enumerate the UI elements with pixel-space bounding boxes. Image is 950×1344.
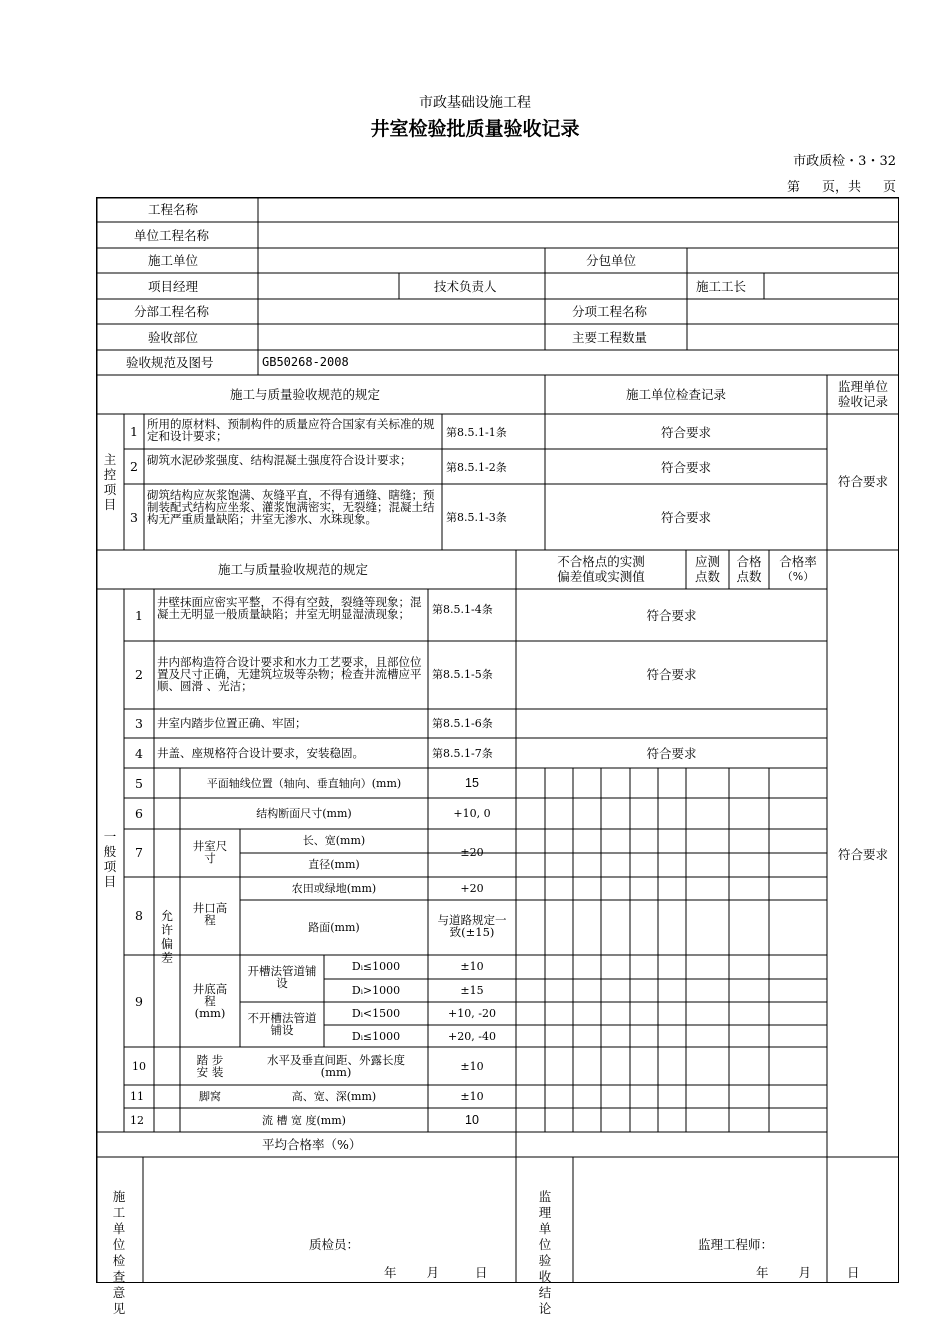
tol-group-label: 井口高程 bbox=[192, 901, 228, 927]
main-supervisor-result: 符合要求 bbox=[837, 474, 888, 489]
tol-condition: Dᵢ≤1000 bbox=[351, 960, 401, 973]
main-item-result: 符合要求 bbox=[660, 425, 711, 440]
main-item-result: 符合要求 bbox=[660, 510, 711, 525]
tol-row-value: 15 bbox=[465, 776, 479, 790]
foreman-label: 施工工长 bbox=[696, 279, 747, 294]
general-item-text: 井盖、座规格符合设计要求，安装稳固。 bbox=[157, 746, 364, 760]
tol-sub-value: 与道路规定一致(±15) bbox=[437, 913, 507, 939]
main-col-rules: 施工与质量验收规范的规定 bbox=[230, 387, 381, 402]
tol-method-label: 不开槽法管道铺设 bbox=[247, 1011, 317, 1037]
tol-sub-text: 直径(mm) bbox=[308, 858, 360, 871]
inspection-part-label: 验收部位 bbox=[148, 330, 199, 345]
tol-row-no: 7 bbox=[135, 845, 143, 860]
general-col-pass: 合格 点数 bbox=[736, 554, 762, 584]
tol-row-no: 6 bbox=[135, 806, 143, 821]
general-item-clause: 第8.5.1-6条 bbox=[432, 717, 493, 730]
general-item-result: 符合要求 bbox=[646, 746, 697, 761]
tol-sub-value: +20, -40 bbox=[448, 1030, 496, 1043]
tol-row-value: ±10 bbox=[460, 1060, 484, 1073]
tol-sub-value: ±10 bbox=[460, 960, 484, 973]
general-item-text: 井壁抹面应密实平整，不得有空鼓，裂缝等现象；混凝土无明显一般质量缺陷；井室无明显湿渍现象； bbox=[157, 595, 422, 621]
general-col-rate: 合格率 （%） bbox=[779, 554, 817, 583]
tol-row-value: ±10 bbox=[460, 1090, 484, 1103]
inspector-label: 质检员： bbox=[309, 1237, 360, 1252]
general-item-result: 符合要求 bbox=[646, 608, 697, 623]
tol-sub-text: 长、宽(mm) bbox=[302, 834, 366, 847]
subtitle: 市政基础设施工程 bbox=[419, 95, 531, 111]
division-label: 分部工程名称 bbox=[134, 304, 210, 319]
tol-sub-text: 农田或绿地(mm) bbox=[291, 882, 377, 895]
page-indicator: 第 页，共 页 bbox=[786, 180, 896, 195]
tol-sub-value: +20 bbox=[460, 882, 484, 895]
general-items-label: 一般项目 bbox=[103, 829, 117, 889]
tol-sub-value: +10, -20 bbox=[448, 1007, 496, 1020]
tol-row-text: 结构断面尺寸(mm) bbox=[256, 807, 352, 820]
main-item-no: 1 bbox=[130, 424, 138, 439]
tol-group-label: 脚窝 bbox=[199, 1090, 221, 1103]
main-control-label: 主控项目 bbox=[103, 452, 117, 512]
general-item-clause: 第8.5.1-4条 bbox=[432, 603, 493, 616]
tol-group-label: 踏 步 安 装 bbox=[196, 1053, 224, 1079]
spec-label: 验收规范及图号 bbox=[126, 355, 214, 370]
subdivision-label: 分项工程名称 bbox=[572, 304, 648, 319]
general-item-clause: 第8.5.1-7条 bbox=[432, 747, 493, 760]
main-item-text: 砌筑水泥砂浆强度、结构混凝土强度符合设计要求； bbox=[147, 453, 412, 467]
engineer-label: 监理工程师： bbox=[698, 1237, 774, 1252]
average-rate-label: 平均合格率（%） bbox=[262, 1137, 362, 1152]
project-name-label: 工程名称 bbox=[148, 202, 199, 217]
unit-project-label: 单位工程名称 bbox=[134, 228, 210, 243]
general-item-clause: 第8.5.1-5条 bbox=[432, 668, 493, 681]
contractor-label: 施工单位 bbox=[148, 253, 199, 268]
tol-group-label: 井室尺寸 bbox=[192, 839, 228, 865]
contractor-date: 年 月 日 bbox=[384, 1265, 488, 1280]
tol-row-no: 10 bbox=[132, 1060, 146, 1073]
general-item-no: 4 bbox=[135, 746, 143, 761]
form-code: 市政质检・3・32 bbox=[793, 154, 896, 169]
tech-lead-label: 技术负责人 bbox=[434, 279, 497, 294]
tol-group-label: 井底高程(mm) bbox=[192, 982, 228, 1020]
main-item-clause: 第8.5.1-3条 bbox=[446, 511, 507, 524]
tol-method-label: 开槽法管道铺设 bbox=[247, 964, 317, 990]
main-item-clause: 第8.5.1-2条 bbox=[446, 461, 507, 474]
general-item-text: 井室内踏步位置正确、牢固； bbox=[157, 716, 307, 730]
tolerance-label: 允许偏差 bbox=[160, 909, 173, 965]
tol-sub-value: ±15 bbox=[460, 984, 484, 997]
supervisor-date: 年 月 日 bbox=[756, 1265, 860, 1280]
inspection-form-table bbox=[96, 197, 899, 1316]
tol-row-no: 5 bbox=[135, 776, 143, 791]
tol-row-no: 9 bbox=[135, 994, 143, 1009]
main-item-no: 2 bbox=[130, 459, 138, 474]
main-item-no: 3 bbox=[130, 510, 138, 525]
tol-sub-text: 路面(mm) bbox=[308, 921, 360, 934]
subcontractor-label: 分包单位 bbox=[586, 253, 637, 268]
tol-row-value: 10 bbox=[465, 1113, 479, 1127]
main-col-supervisor: 监理单位 验收记录 bbox=[837, 379, 888, 409]
tol-row-value: ±20 bbox=[460, 846, 484, 859]
tol-row-no: 8 bbox=[135, 908, 143, 923]
general-item-no: 2 bbox=[135, 667, 143, 682]
tol-condition: Dᵢ<1500 bbox=[351, 1007, 401, 1020]
general-col-points: 应测 点数 bbox=[694, 554, 720, 584]
tol-condition: Dᵢ>1000 bbox=[351, 984, 401, 997]
contractor-opinion-label: 施工单位检查意见 bbox=[112, 1189, 126, 1316]
general-item-result: 符合要求 bbox=[646, 667, 697, 682]
spec-value: GB50268-2008 bbox=[262, 355, 349, 369]
main-item-result: 符合要求 bbox=[660, 460, 711, 475]
tol-row-text: 流 槽 宽 度(mm) bbox=[262, 1114, 346, 1127]
tol-row-text: 水平及垂直间距、外露长度(mm) bbox=[267, 1053, 405, 1079]
general-col-rules: 施工与质量验收规范的规定 bbox=[218, 562, 369, 577]
tol-row-value: +10, 0 bbox=[453, 807, 491, 820]
general-item-no: 1 bbox=[135, 608, 143, 623]
tol-condition: Dᵢ≤1000 bbox=[351, 1030, 401, 1043]
general-col-deviation: 不合格点的实测 偏差值或实测值 bbox=[557, 554, 645, 584]
main-quantity-label: 主要工程数量 bbox=[572, 330, 648, 345]
main-item-text: 砌筑结构应灰浆饱满、灰缝平直，不得有通缝、瞎缝；预制装配式结构应坐浆、灌浆饱满密实，无裂缝；混凝土结构无严重质量缺陷；井室无渗水、水珠现象。 bbox=[147, 488, 435, 526]
form-title: 井室检验批质量验收记录 bbox=[370, 118, 580, 140]
manager-label: 项目经理 bbox=[148, 279, 199, 294]
tol-row-no: 11 bbox=[130, 1090, 144, 1103]
main-item-text: 所用的原材料、预制构件的质量应符合国家有关标准的规定和设计要求； bbox=[147, 417, 435, 443]
general-item-text: 井内部构造符合设计要求和水力工艺要求，且部位位置及尺寸正确，无建筑垃圾等杂物；检查井流槽应平顺、圆滑 、光洁； bbox=[157, 655, 422, 693]
tol-row-text: 平面轴线位置（轴向、垂直轴向）(mm) bbox=[206, 777, 402, 790]
tol-row-text: 高、宽、深(mm) bbox=[291, 1090, 377, 1103]
main-col-check: 施工单位检查记录 bbox=[626, 387, 727, 402]
general-supervisor-result: 符合要求 bbox=[837, 847, 888, 862]
supervisor-conclusion-label: 监理单位验收结论 bbox=[538, 1189, 552, 1316]
general-item-no: 3 bbox=[135, 716, 143, 731]
tol-row-no: 12 bbox=[130, 1114, 144, 1127]
main-item-clause: 第8.5.1-1条 bbox=[446, 426, 507, 439]
